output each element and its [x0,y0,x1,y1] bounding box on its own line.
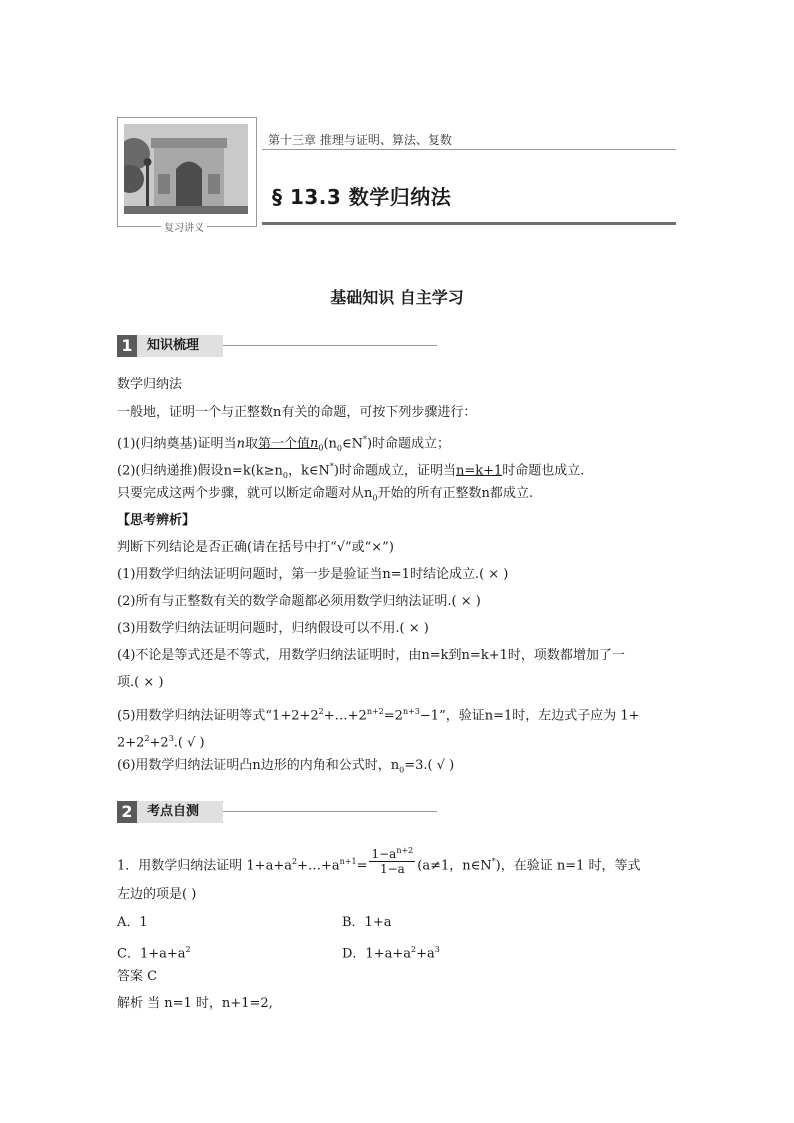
judge-item-2: (2)所有与正整数有关的数学命题都必须用数学归纳法证明.( × ) [117,594,481,609]
judge-item-5-cont: $2+2^2+2^3$.( √ ) [117,734,205,751]
option-d: D．$1+a+a^2+a^3$ [342,945,440,962]
section-bar-self-test [117,801,437,823]
option-b: B．1+a [342,915,392,930]
judge-item-1: (1)用数学归纳法证明问题时，第一步是验证当n=1时结论成立.( × ) [117,567,509,582]
section-rule [223,811,437,812]
section-number: 2 [117,801,137,823]
section-label: 知识梳理 [137,335,223,357]
judge-item-5: (5)用数学归纳法证明等式“$1+2+2^2+\dots+2^{n+2}=2^{n+3}-1$”，验证n=1时，左边式子应为 1+ [117,707,640,724]
section-title: § 13.3 数学归纳法 [272,185,452,209]
section-rule [223,345,437,346]
header-divider-thick [262,222,676,225]
option-c: C．$1+a+a^2$ [117,945,191,962]
page-heading: 基础知识 自主学习 [330,288,464,307]
think-intro: 判断下列结论是否正确(请在括号中打“√”或“×”) [117,540,394,555]
question-1: 1．用数学归纳法证明 $1+a+a^2+\dots+a^{n+1}=$ $\frac{1-a^{n+2}}{1-a}$ (a≠1，n∈N*)，在验证 n=1 时，等式 [117,846,641,876]
step-1: (1)(归纳奠基)证明当n取第一个值$n_0(n_0\in N^*)$时命题成立； [117,435,451,453]
section-bar-knowledge [117,335,437,357]
photo-caption: 复习讲义 [161,219,207,234]
think-title: 【思考辨析】 [117,513,196,528]
intro-text: 一般地，证明一个与正整数n有关的命题，可按下列步骤进行： [117,405,477,420]
fill-blank: n=k+1 [455,463,503,479]
chapter-title: 第十三章 推理与证明、算法、复数 [268,133,452,147]
fraction: $\frac{1-a^{n+2}}{1-a}$ [371,846,414,876]
section-label: 考点自测 [137,801,223,823]
judge-item-4-cont: 项.( × ) [117,675,164,690]
section-number: 1 [117,335,137,357]
topic-title: 数学归纳法 [117,377,183,392]
conclusion-text: 只要完成这两个步骤，就可以断定命题对从$n_0$开始的所有正整数n都成立. [117,486,533,503]
judge-item-6: (6)用数学归纳法证明凸n边形的内角和公式时，$n_0=3$.( √ ) [117,758,455,775]
judge-item-4: (4)不论是等式还是不等式，用数学归纳法证明时，由n=k到n=k+1时，项数都增加了一 [117,648,625,663]
answer: 答案 C [117,969,158,984]
header-divider-thin [262,149,676,150]
photo-caption-area [117,219,257,233]
option-a: A．1 [117,915,148,930]
arc-de-triomphe-image [124,124,248,214]
fill-blank: 第一个值 [257,436,310,452]
question-1-cont: 左边的项是( ) [117,887,197,902]
step-2: (2)(归纳递推)假设$n=k(k\ge n_0$，k∈N*)时命题成立，证明当n=k+1时命题也成立. [117,462,585,480]
judge-item-3: (3)用数学归纳法证明问题时，归纳假设可以不用.( × ) [117,621,429,636]
analysis: 解析 当 n=1 时，n+1=2, [117,996,273,1011]
